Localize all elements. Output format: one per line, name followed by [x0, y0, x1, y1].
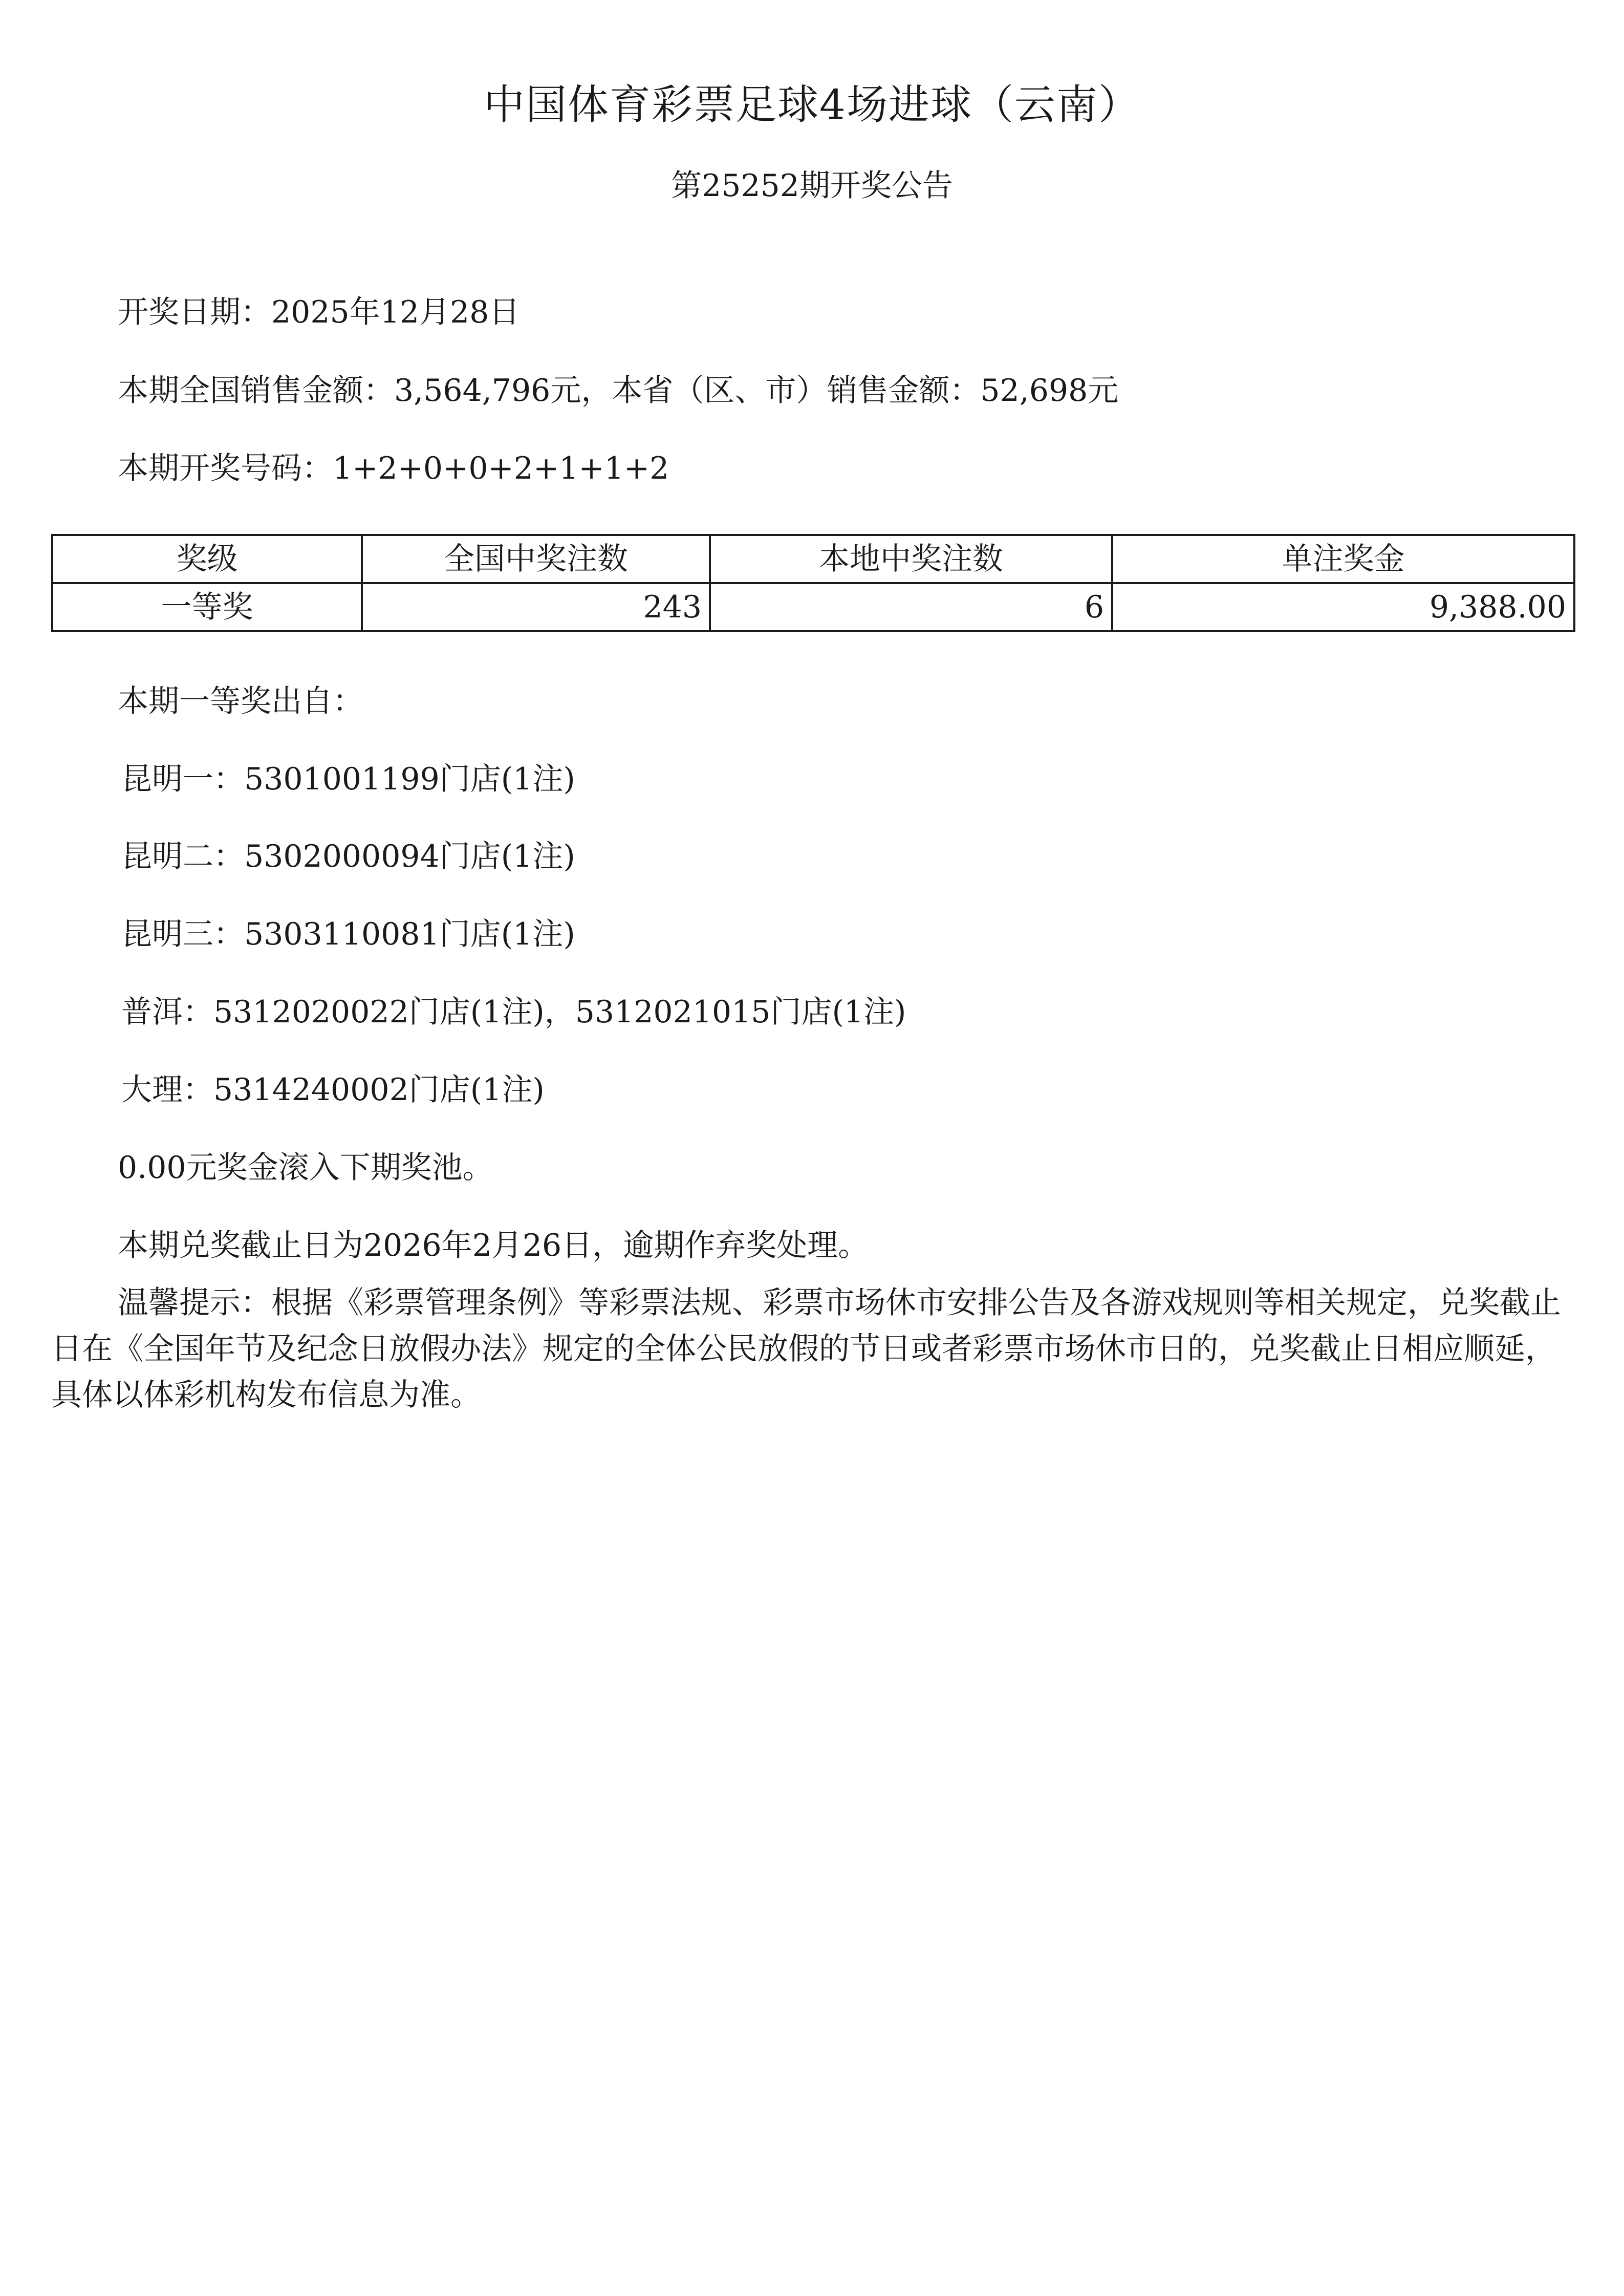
cell-prize-level: 一等奖	[52, 583, 362, 631]
winner-item: 普洱：5312020022门店(1注)，5312021015门店(1注)	[121, 994, 906, 1030]
sales-amount: 本期全国销售金额：3,564,796元，本省（区、市）销售金额：52,698元	[118, 373, 1119, 409]
header-local-count: 本地中奖注数	[710, 535, 1112, 583]
header-national-count: 全国中奖注数	[362, 535, 710, 583]
deadline-text: 本期兑奖截止日为2026年2月26日，逾期作弃奖处理。	[118, 1228, 869, 1263]
header-prize-amount: 单注奖金	[1112, 535, 1574, 583]
prize-table	[51, 534, 1575, 632]
rollover-text: 0.00元奖金滚入下期奖池。	[118, 1150, 493, 1186]
winner-item: 昆明三：5303110081门店(1注)	[121, 916, 575, 952]
notice-text: 温馨提示：根据《彩票管理条例》等彩票法规、彩票市场休市安排公告及各游戏规则等相关规定，兑奖截止日在《全国年节及纪念日放假办法》规定的全体公民放假的节日或者彩票市场休市日的，兑奖截止日相应顺延，具体以体彩机构发布信息为准。	[51, 1285, 1561, 1413]
winner-item: 昆明一：5301001199门店(1注)	[121, 761, 575, 797]
cell-national-count: 243	[362, 583, 710, 631]
winner-item: 昆明二：5302000094门店(1注)	[121, 839, 575, 874]
table-row	[52, 583, 1574, 631]
table-header-row	[52, 535, 1574, 583]
draw-date: 开奖日期：2025年12月28日	[118, 294, 520, 330]
winners-heading: 本期一等奖出自：	[118, 683, 363, 719]
issue-subtitle: 第25252期开奖公告	[671, 168, 953, 204]
cell-local-count: 6	[710, 583, 1112, 631]
winner-item: 大理：5314240002门店(1注)	[121, 1072, 545, 1108]
page-title: 中国体育彩票足球4场进球（云南）	[484, 81, 1140, 128]
header-prize-level: 奖级	[52, 535, 362, 583]
draw-numbers: 本期开奖号码：1+2+0+0+2+1+1+2	[118, 450, 669, 486]
cell-prize-amount: 9,388.00	[1112, 583, 1574, 631]
